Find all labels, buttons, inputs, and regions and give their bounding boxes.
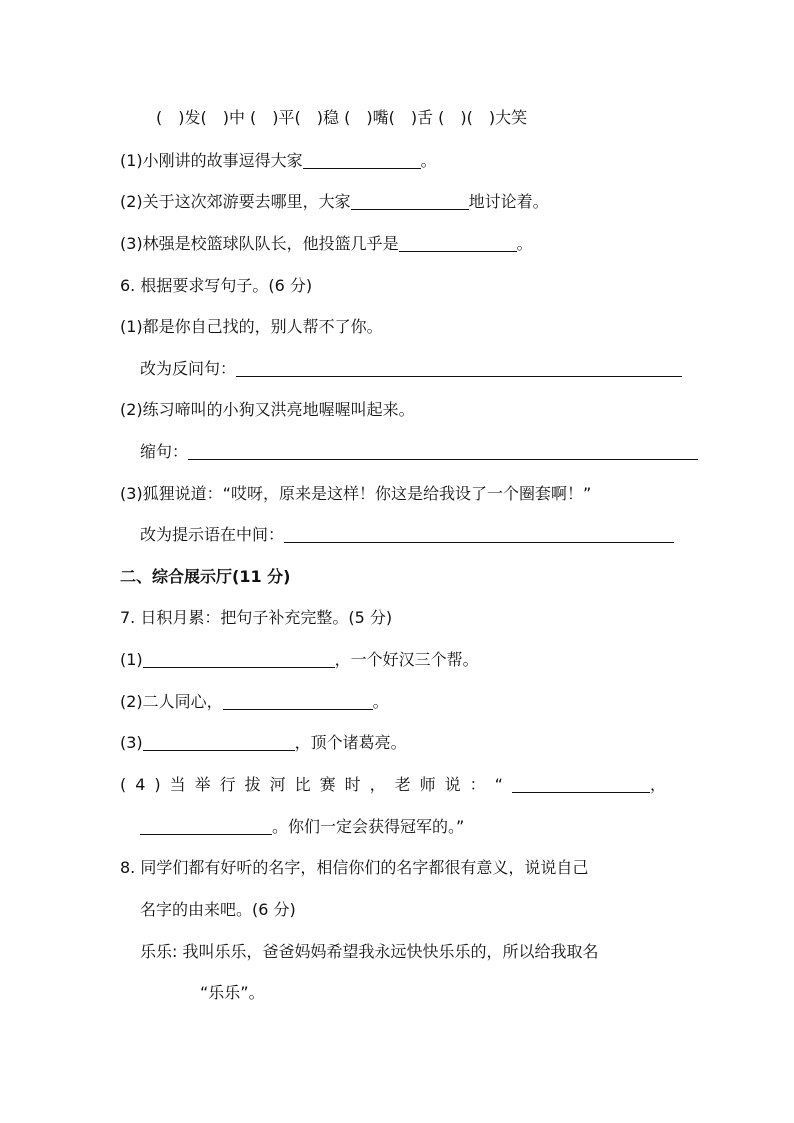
q5-s3-end: 。 [516,234,533,253]
section-2-heading: 二、综合展示厅(11 分) [120,567,291,586]
q6-sentence-2: (2)练习啼叫的小狗又洪亮地喔喔叫起来。 [120,400,415,419]
q7-s4-text: (4)当举行拔河比赛时，老师说：“ [120,775,512,794]
q5-s1-blank[interactable] [303,152,421,169]
q6-task-1-label: 改为反问句： [140,359,237,378]
q5-s2-blank[interactable] [351,193,469,210]
q8-example-line-1: 乐乐: 我叫乐乐，爸爸妈妈希望我永远快快乐乐的，所以给我取名 [140,942,599,961]
q5-sentence-3 [120,233,533,255]
q7-s2-end: 。 [372,692,389,711]
q7-s1-blank[interactable] [143,651,335,668]
q5-s1-text: (1)小刚讲的故事逗得大家 [120,151,303,170]
q6-answer-1-line[interactable] [236,360,682,377]
q5-s3-text: (3)林强是校篮球队队长，他投篮几乎是 [120,234,399,253]
q6-sentence-3: (3)狐狸说道：“哎呀，原来是这样！你这是给我设了一个圈套啊！” [120,484,592,503]
q7-sentence-2 [120,691,389,713]
q8-question-line-1: 8. 同学们都有好听的名字，相信你们的名字都很有意义，说说自己 [120,858,589,877]
q5-s1-end: 。 [420,151,437,170]
q5-s2-text: (2)关于这次郊游要去哪里，大家 [120,192,351,211]
q6-task-3-label: 改为提示语在中间： [140,525,285,544]
q6-answer-3-line[interactable] [284,526,674,543]
q7-s4-blank-2[interactable] [140,818,272,835]
q5-s2-end: 地讨论着。 [468,192,549,211]
q8-question-line-2: 名字的由来吧。(6 分) [140,900,296,919]
q5-s3-blank[interactable] [399,235,517,252]
q6-task-3 [140,524,674,546]
q6-task-2 [140,441,698,463]
q7-s2-blank[interactable] [223,693,373,710]
q7-sentence-3 [120,732,407,754]
q7-s1-text: ，一个好汉三个帮。 [334,650,479,669]
q7-sentence-4 [120,774,666,796]
q7-s1-num: (1) [120,650,143,669]
q5-sentence-1 [120,150,437,172]
q7-sentence-1 [120,649,479,671]
q6-title: 6. 根据要求写句子。(6 分) [120,276,313,295]
q5-sentence-2 [120,191,549,213]
q6-task-2-label: 缩句： [140,442,189,461]
q7-title: 7. 日积月累：把句子补充完整。(5 分) [120,608,393,627]
q7-sentence-4-cont [140,816,464,838]
q6-task-1 [140,358,682,380]
q7-s3-blank[interactable] [143,734,295,751]
q6-answer-2-line[interactable] [188,443,698,460]
q7-s4-end: 。你们一定会获得冠军的。” [272,817,465,836]
q7-s4-blank-1[interactable] [512,776,650,793]
q8-example-line-2: “乐乐”。 [200,983,265,1002]
q7-s2-text: (2)二人同心， [120,692,223,711]
idiom-blanks-row: ( )发( )中 ( )平( )稳 ( )嘴( )舌 ( )( )大笑 [156,108,528,127]
q7-s4-comma: ， [649,775,666,794]
q7-s3-num: (3) [120,733,143,752]
q7-s3-text: ，顶个诸葛亮。 [294,733,407,752]
q6-sentence-1: (1)都是你自己找的，别人帮不了你。 [120,317,383,336]
